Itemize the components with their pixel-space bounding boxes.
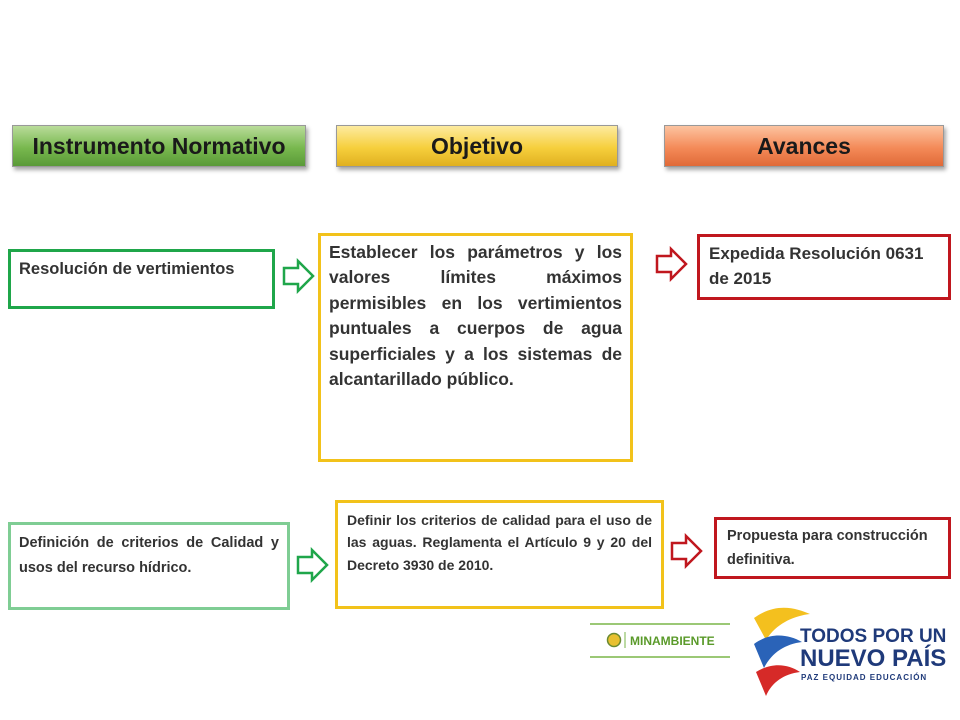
arrow-right-icon — [282, 258, 316, 294]
nuevo-pais-text: NUEVO PAÍS — [800, 645, 947, 672]
row2-instrumento-box: Definición de criterios de Calidad y usos del recurso hídrico. — [8, 522, 290, 610]
row2-objetivo-box: Definir los criterios de calidad para el uso de las aguas. Reglamenta el Artículo 9 y 20 del Decreto 3930 de 2010. — [335, 500, 664, 609]
todos-por-un-nuevo-pais-logo — [754, 608, 946, 696]
row1-objetivo-box: Establecer los parámetros y los valores límites máximos permisibles en los vertimientos puntuales a cuerpos de agua superficiales y a los sistemas de alcantarillado público. — [318, 233, 633, 462]
row1-avances-box: Expedida Resolución 0631 de 2015 — [697, 234, 951, 300]
arrow-right-icon — [670, 533, 704, 569]
header-objetivo: Objetivo — [336, 125, 618, 167]
minambiente-logo — [590, 624, 730, 657]
swoosh-red-icon — [756, 665, 800, 696]
coat-of-arms-icon — [608, 634, 621, 647]
todos-por-un-text: TODOS POR UN — [800, 626, 947, 647]
arrow-right-icon — [655, 246, 689, 282]
tagline-text: PAZ EQUIDAD EDUCACIÓN — [801, 673, 928, 682]
row2-avances-box: Propuesta para construcción definitiva. — [714, 517, 951, 579]
government-logos — [588, 600, 958, 710]
row1-instrumento-box: Resolución de vertimientos — [8, 249, 275, 309]
swoosh-blue-icon — [754, 636, 802, 669]
header-avances: Avances — [664, 125, 944, 167]
minambiente-text: MINAMBIENTE — [630, 634, 715, 648]
arrow-right-icon — [296, 547, 330, 583]
header-instrumento-normativo: Instrumento Normativo — [12, 125, 306, 167]
